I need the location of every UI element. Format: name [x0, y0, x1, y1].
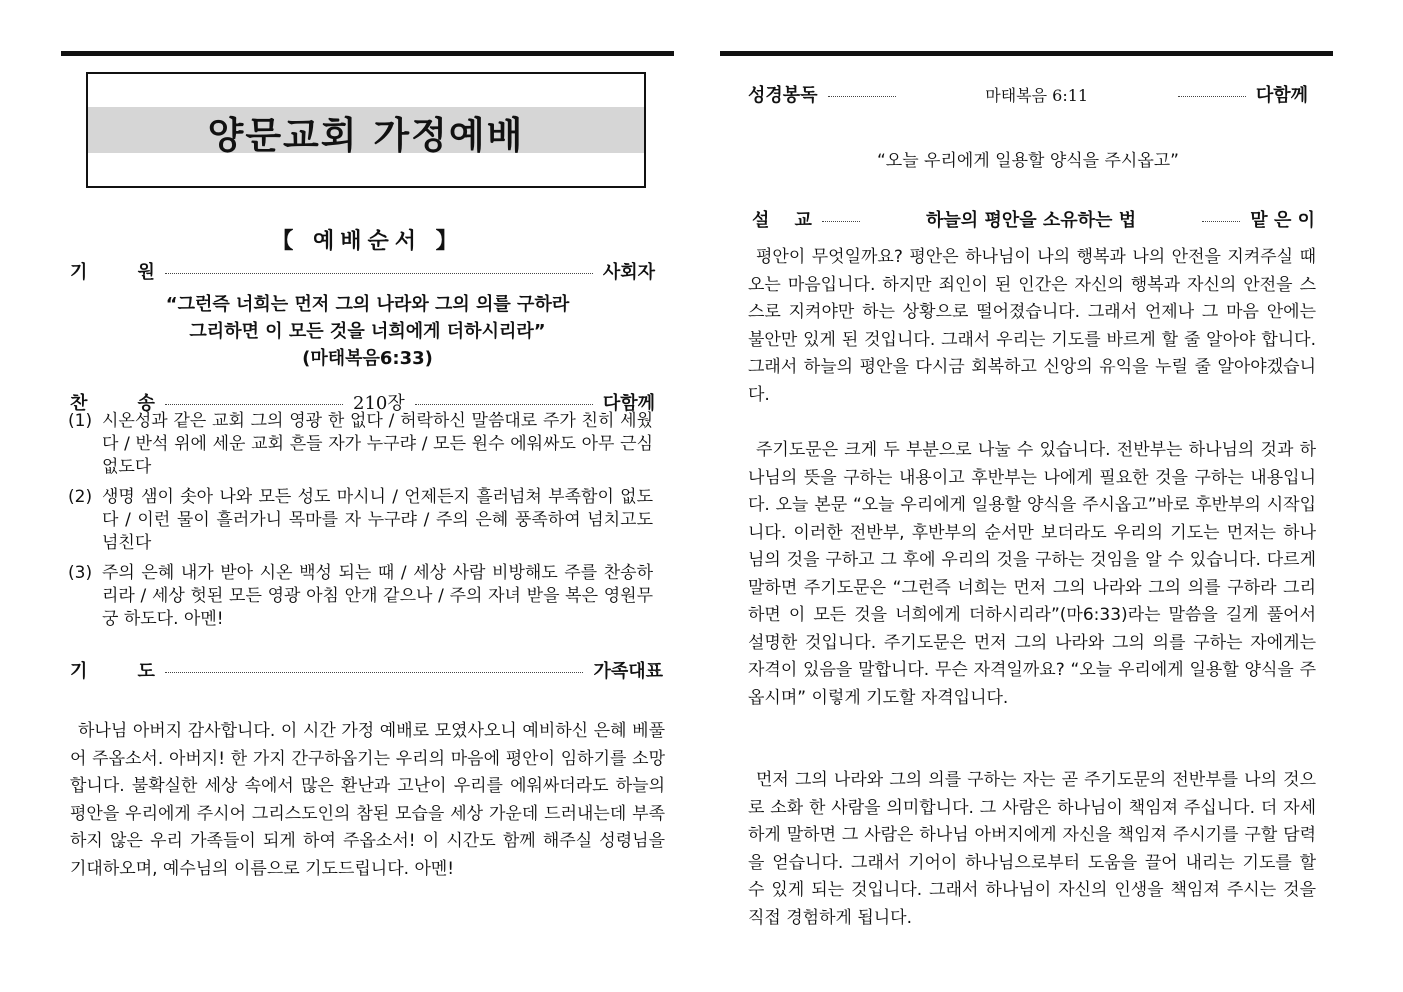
verse-text: 주의 은혜 내가 받아 시온 백성 되는 때 / 세상 사람 비방해도 주를 찬송하리라 / 세상 헛된 모든 영광 아침 안개 같으나 / 주의 자녀 받을 복은 영원무궁 하도다. 아멘!	[102, 563, 653, 629]
leader-dots	[1178, 96, 1246, 97]
hymn-label: 찬 송	[70, 393, 155, 414]
invocation-label: 기 원	[70, 262, 155, 283]
hymn-leader: 다함께	[602, 393, 655, 414]
leader-dots	[165, 404, 343, 405]
verse-number: (2)	[68, 487, 93, 507]
hymn-verse	[68, 410, 653, 479]
leader-dots	[415, 404, 593, 405]
sermon-title: 하늘의 평안을 소유하는 법	[926, 210, 1137, 231]
hymn-verses	[68, 410, 653, 638]
leader-dots	[822, 221, 860, 222]
right-top-rule	[720, 51, 1333, 56]
invocation-row	[70, 258, 655, 284]
sermon-label: 설 교	[752, 210, 812, 231]
verse-number: (3)	[68, 563, 93, 583]
reading-verse: “오늘 우리에게 일용할 양식을 주시옵고”	[877, 151, 1179, 171]
sermon-row	[752, 206, 1315, 232]
reading-row	[748, 81, 1308, 107]
verse-line-2: 그리하면 이 모든 것을 너희에게 더하시리라”	[189, 321, 546, 342]
verse-text: 시온성과 같은 교회 그의 영광 한 없다 / 허락하신 말씀대로 주가 친히 세웠다 / 반석 위에 세운 교회 흔들 자가 누구랴 / 모든 원수 에워싸도 아무 근심 없도다	[102, 411, 653, 477]
reading-reference: 마태복음 6:11	[985, 85, 1089, 105]
prayer-label: 기 도	[70, 661, 155, 682]
left-top-rule	[61, 51, 674, 56]
prayer-leader: 가족대표	[593, 661, 663, 682]
reading-leader: 다함께	[1255, 85, 1308, 106]
verse-line-1: “그런즉 너희는 먼저 그의 나라와 그의 의를 구하라	[165, 294, 570, 315]
sermon-paragraph: 주기도문은 크게 두 부분으로 나눌 수 있습니다. 전반부는 하나님의 것과 하나님의 뜻을 구하는 내용이고 후반부는 나에게 필요한 것을 구하는 내용입니다. 오늘 본문 “오늘 우리에게 일용할 양식을 주시옵고”바로 후반부의 시작입니다. 이러한 전반부, 후반부의 순서만 보더라도 우리의 기도는 먼저는 하나님의 것을 구하고 그 후에 우리의 것을 구하는 것임을 알 수 있습니다. 다르게 말하면 주기도문은 “그런즉 너희는 먼저 그의 나라와 그의 의를 구하라 그리하면 이 모든 것을 너희에게 더하시리라”(마6:33)라는 말씀을 길게 풀어서 설명한 것입니다. 주기도문은 먼저 그의 나라와 그의 의를 구하는 자에게는 자격이 있음을 말합니다. 무슨 자격일까요? “오늘 우리에게 일용할 양식을 주옵시며” 이렇게 기도할 자격입니다.	[748, 440, 1316, 708]
prayer-row	[70, 657, 663, 683]
invocation-leader: 사회자	[602, 262, 655, 283]
reading-label: 성경봉독	[748, 85, 818, 106]
sermon-preacher: 맡 은 이	[1250, 210, 1315, 231]
leader-dots	[828, 96, 896, 97]
leader-dots	[1202, 221, 1240, 222]
leader-dots	[165, 672, 584, 673]
leader-dots	[165, 273, 593, 274]
verse-reference: (마태복음6:33)	[302, 348, 433, 369]
page-title: 양문교회 가정예배	[207, 114, 525, 157]
sermon-paragraph: 평안이 무엇일까요? 평안은 하나님이 나의 행복과 나의 안전을 지켜주실 때 오는 마음입니다. 하지만 죄인이 된 인간은 자신의 행복과 자신의 안전을 스스로 지켜야만 하는 상황으로 떨어졌습니다. 그래서 언제나 그 마음 안에는 불안만 있게 된 것입니다. 그래서 우리는 기도를 바르게 할 줄 알아야 합니다. 그래서 하늘의 평안을 다시금 회복하고 신앙의 유익을 누릴 줄 알아야겠습니다.	[748, 247, 1316, 405]
hymn-number: 210장	[353, 393, 405, 414]
section-heading: 【 예배순서 】	[271, 229, 464, 254]
sermon-paragraph: 먼저 그의 나라와 그의 의를 구하는 자는 곧 주기도문의 전반부를 나의 것으로 소화 한 사람을 의미합니다. 그 사람은 하나님이 책임져 주십니다. 더 자세하게 말하면 그 사람은 하나님 아버지에게 자신을 책임져 주시기를 구할 담력을 얻습니다. 그래서 기어이 하나님으로부터 도움을 끌어 내리는 기도를 할 수 있게 되는 것입니다. 그래서 하나님이 자신의 인생을 책임져 주시는 것을 직접 경험하게 됩니다.	[748, 770, 1316, 928]
verse-text: 생명 샘이 솟아 나와 모든 성도 마시니 / 언제든지 흘러넘쳐 부족함이 없도다 / 이런 물이 흘러가니 목마를 자 누구랴 / 주의 은혜 풍족하여 넘치고도 넘친다	[102, 487, 653, 553]
invocation-verse	[70, 291, 665, 372]
hymn-verse	[68, 562, 653, 631]
prayer-text: 하나님 아버지 감사합니다. 이 시간 가정 예배로 모였사오니 예비하신 은혜 베풀어 주옵소서. 아버지! 한 가지 간구하옵기는 우리의 마음에 평안이 임하기를 소망합니다. 불확실한 세상 속에서 많은 환난과 고난이 우리를 에워싸더라도 하늘의 평안을 우리에게 주시어 그리스도인의 참된 모습을 세상 가운데 드러내는데 부족하지 않은 우리 가족들이 되게 하여 주옵소서! 이 시간도 함께 해주실 성령님을 기대하오며, 예수님의 이름으로 기도드립니다. 아멘!	[70, 721, 665, 879]
title-box	[86, 72, 646, 188]
verse-number: (1)	[68, 411, 93, 431]
hymn-verse	[68, 486, 653, 555]
